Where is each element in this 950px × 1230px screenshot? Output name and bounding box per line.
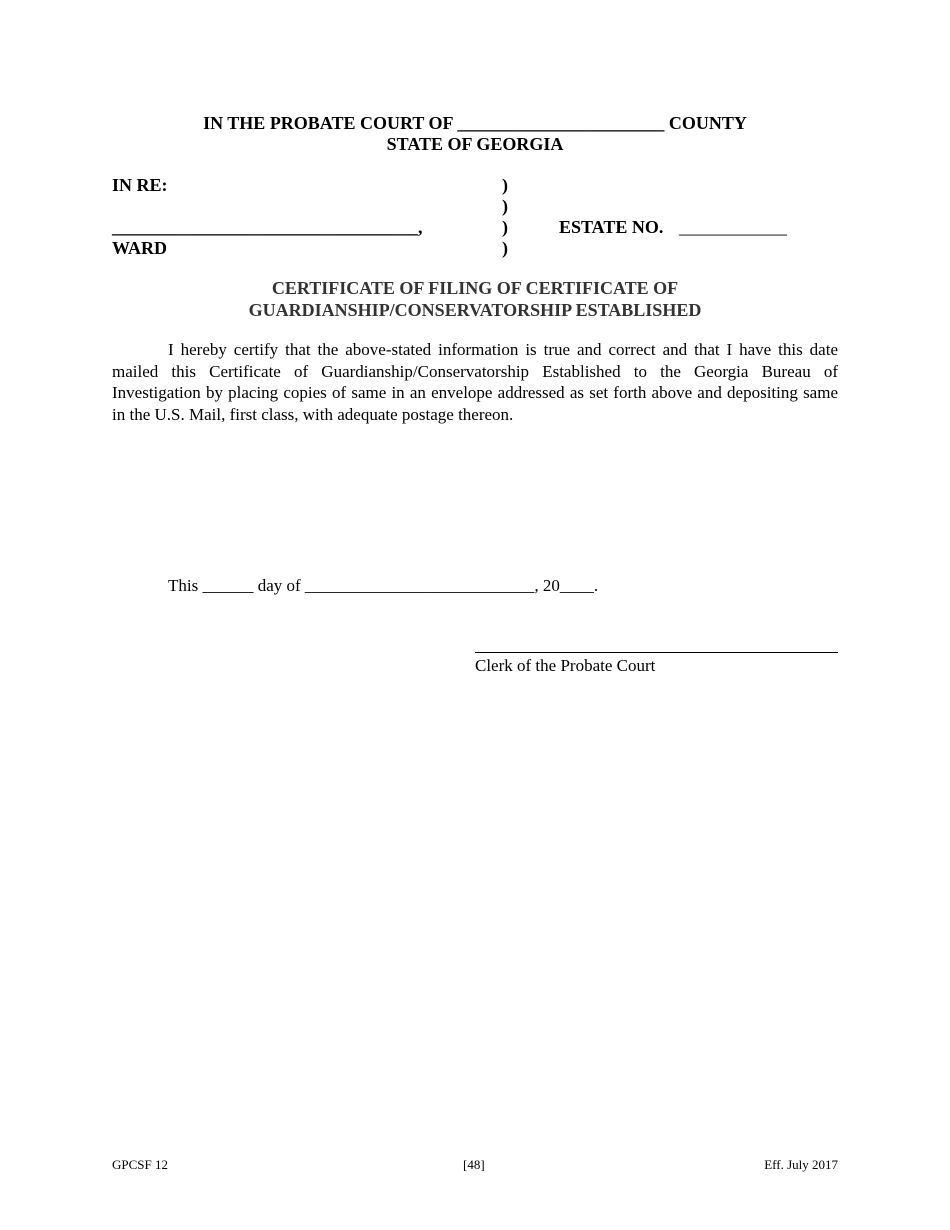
caption-paren: ) — [502, 238, 508, 258]
certification-paragraph: I hereby certify that the above-stated information is true and correct and that I have this date mailed this Certificate of Guardianship/Conservatorship Established to the Georgia Bureau of Investigation by placing copies of same in an envelope addressed as set forth above and depositing same in the U.S. Mail, first class, with adequate postage thereon. — [112, 340, 838, 424]
estate-no-blank: ____________ — [679, 217, 787, 237]
in-re-label: IN RE: — [112, 175, 168, 195]
certificate-heading-line2: GUARDIANSHIP/CONSERVATORSHIP ESTABLISHED — [248, 300, 702, 320]
signature-line — [475, 652, 838, 653]
caption-paren: ) — [502, 175, 508, 195]
ward-label: WARD — [112, 238, 168, 258]
caption-paren: ) — [502, 196, 508, 216]
certificate-heading-line1: CERTIFICATE OF FILING OF CERTIFICATE OF — [271, 278, 679, 298]
estate-no-label: ESTATE NO. — [559, 217, 664, 237]
form-id: GPCSF 12 — [112, 1157, 168, 1172]
clerk-signature-label: Clerk of the Probate Court — [475, 656, 656, 675]
caption-paren: ) — [502, 217, 508, 237]
state-title: STATE OF GEORGIA — [386, 134, 564, 154]
date-line: This ______ day of ___________________________, 20____. — [168, 576, 599, 595]
court-title: IN THE PROBATE COURT OF _______________________ COUNTY — [203, 113, 747, 133]
effective-date: Eff. July 2017 — [764, 1157, 838, 1172]
page-number: [48] — [463, 1157, 485, 1172]
ward-name-line: __________________________________, — [112, 217, 423, 237]
